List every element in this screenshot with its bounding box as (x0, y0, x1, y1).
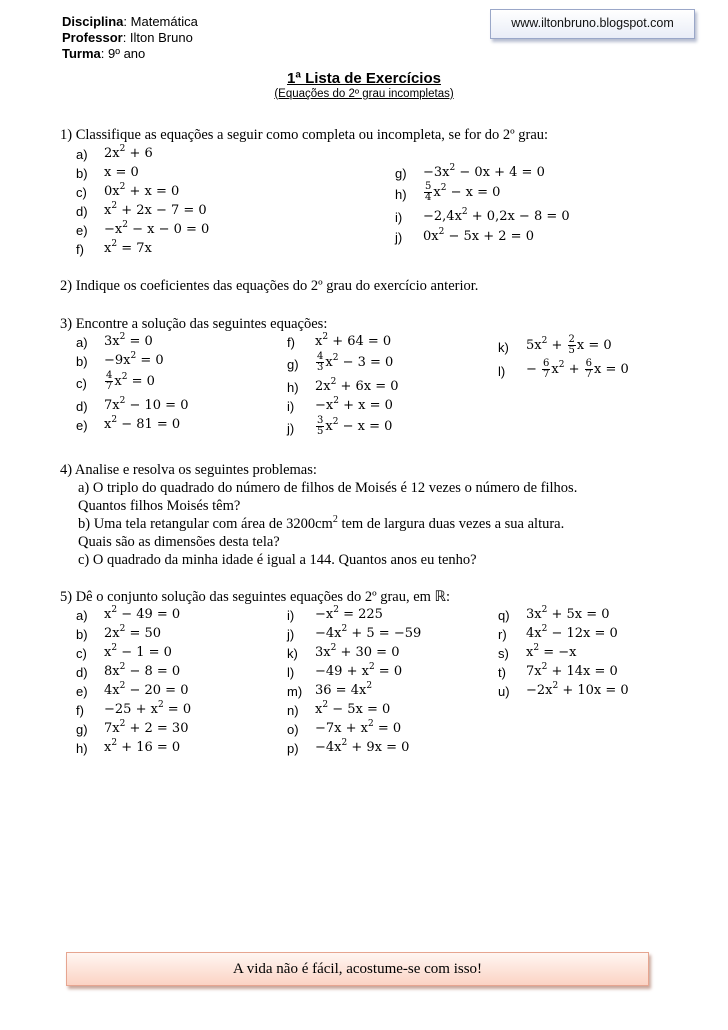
problem-c-line1: c) O quadrado da minha idade é igual a 144. Quantos anos eu tenho? (78, 552, 477, 568)
class-line (62, 46, 145, 62)
question-5: 5) Dê o conjunto solução das seguintes equações do 2º grau, em ℝ: (60, 589, 451, 605)
item-label: b) (76, 354, 88, 369)
item-label: d) (76, 204, 88, 219)
equation: $-25 + x^2 = 0$ (104, 700, 192, 717)
question-3: 3) Encontre a solução das seguintes equações: (60, 316, 328, 332)
equation: $x^2 + 16 = 0$ (104, 738, 181, 755)
page-title: 1ª Lista de Exercícios (287, 70, 441, 87)
item-label: g) (287, 357, 299, 372)
equation: $x^2 - 81 = 0$ (104, 415, 181, 432)
item-label: k) (287, 646, 298, 661)
professor-line (62, 30, 193, 46)
equation: $x^2 = 7x$ (104, 239, 152, 256)
page-subtitle: (Equações do 2º grau incompletas) (274, 88, 454, 100)
item-label: h) (287, 380, 299, 395)
equation: $-3x^2 - 0x + 4 = 0$ (423, 163, 545, 180)
item-label: c) (76, 376, 87, 391)
item-label: d) (76, 665, 88, 680)
equation: − $\frac{6}{7}$ $x^2$ + $\frac{6}{7}$ x = 0 (526, 358, 629, 380)
equation: $x^2 + 64 = 0$ (315, 332, 392, 349)
item-label: e) (76, 684, 88, 699)
blog-url: www.iltonbruno.blogspot.com (511, 16, 674, 30)
item-label: d) (76, 399, 88, 414)
equation: $2x^2 + 6x = 0$ (315, 377, 399, 394)
item-label: m) (287, 684, 303, 699)
equation: $7x^2 + 14x = 0$ (526, 662, 618, 679)
equation: $-2,4x^2 + 0,2x - 8 = 0$ (423, 207, 570, 224)
question-1: 1) Classifique as equações a seguir como completa ou incompleta, se for do 2º grau: (60, 127, 549, 143)
equation: $-x^2 + x = 0$ (315, 396, 393, 413)
equation: $x^2 + 2x - 7 = 0$ (104, 201, 207, 218)
professor-label: Professor (62, 30, 123, 45)
equation: $-4x^2 + 5 = -59$ (315, 624, 422, 641)
equation: $-4x^2 + 9x = 0$ (315, 738, 410, 755)
class-label: Turma (62, 46, 101, 61)
equation: $\frac{5}{4}$ $x^2 - x = 0$ (425, 181, 501, 203)
item-label: j) (287, 421, 295, 436)
item-label: b) (76, 166, 88, 181)
problem-b-line2: Quais são as dimensões desta tela? (78, 534, 280, 550)
item-label: g) (395, 166, 407, 181)
item-label: i) (395, 210, 403, 225)
item-label: l) (498, 364, 506, 379)
discipline-value: : Matemática (123, 14, 198, 29)
equation: $-49 + x^2 = 0$ (315, 662, 403, 679)
item-label: p) (287, 741, 299, 756)
item-label: h) (395, 187, 407, 202)
item-label: l) (287, 665, 295, 680)
equation: $x^2 - 5x = 0$ (315, 700, 391, 717)
item-label: a) (76, 335, 88, 350)
problem-b-superscript: 2 (332, 514, 338, 525)
item-label: g) (76, 722, 88, 737)
equation: $x^2 = -x$ (526, 643, 577, 660)
item-label: q) (498, 608, 510, 623)
item-label: i) (287, 608, 295, 623)
equation: $\frac{4}{3}$ $x^2 - 3 = 0$ (317, 351, 394, 373)
item-label: u) (498, 684, 510, 699)
equation: $2x^2 = 50$ (104, 624, 162, 641)
professor-value: : Ilton Bruno (122, 30, 193, 45)
item-label: a) (76, 608, 88, 623)
equation: $5x^2$ + $\frac{2}{5}$ x = 0 (526, 334, 612, 356)
discipline-label: Disciplina (62, 14, 124, 29)
problem-a-line1: a) O triplo do quadrado do número de filhos de Moisés é 12 vezes o número de filhos. (78, 480, 578, 496)
blog-url-box (490, 9, 695, 39)
equation: $-x^2 = 225$ (315, 605, 383, 622)
equation: $3x^2 + 30 = 0$ (315, 643, 400, 660)
equation: $7x^2 + 2 = 30$ (104, 719, 189, 736)
equation: $0x^2 + x = 0$ (104, 182, 180, 199)
equation: $-9x^2 = 0$ (104, 351, 164, 368)
equation: $-x^2 - x - 0 = 0$ (104, 220, 210, 237)
item-label: o) (287, 722, 299, 737)
question-2: 2) Indique os coeficientes das equações do 2º grau do exercício anterior. (60, 278, 479, 294)
discipline-line (62, 14, 198, 30)
item-label: f) (287, 335, 295, 350)
equation: $4x^2 - 20 = 0$ (104, 681, 189, 698)
equation: $x^2 - 1 = 0$ (104, 643, 172, 660)
equation: $3x^2 = 0$ (104, 332, 153, 349)
problem-a-line2: Quantos filhos Moisés têm? (78, 498, 241, 514)
item-label: f) (76, 703, 84, 718)
equation: $2x^2 + 6$ (104, 144, 153, 161)
equation: $-7x + x^2 = 0$ (315, 719, 402, 736)
equation: x = 0 (104, 165, 139, 180)
problem-b-text: b) Uma tela retangular com área de 3200cm (78, 516, 333, 532)
equation: $7x^2 - 10 = 0$ (104, 396, 189, 413)
item-label: j) (395, 230, 403, 245)
item-label: s) (498, 646, 509, 661)
item-label: c) (76, 185, 87, 200)
item-label: j) (287, 627, 295, 642)
equation: $8x^2 - 8 = 0$ (104, 662, 181, 679)
item-label: c) (76, 646, 87, 661)
equation: $-2x^2 + 10x = 0$ (526, 681, 629, 698)
item-label: a) (76, 147, 88, 162)
item-label: r) (498, 627, 507, 642)
equation: $\frac{3}{5}$ $x^2 - x = 0$ (317, 415, 393, 437)
class-value: : 9º ano (100, 46, 146, 61)
equation: $0x^2 - 5x + 2 = 0$ (423, 227, 534, 244)
item-label: h) (76, 741, 88, 756)
item-label: f) (76, 242, 84, 257)
item-label: n) (287, 703, 299, 718)
equation: $3x^2 + 5x = 0$ (526, 605, 610, 622)
problem-b-text-end: tem de largura duas vezes a sua altura. (337, 516, 565, 532)
motto-box (66, 952, 649, 986)
item-label: k) (498, 340, 509, 355)
equation: $x^2 - 49 = 0$ (104, 605, 181, 622)
motto-text: A vida não é fácil, acostume-se com isso! (232, 961, 483, 977)
item-label: b) (76, 627, 88, 642)
item-label: e) (76, 223, 88, 238)
equation: $36 = 4x^2$ (315, 681, 373, 698)
problem-b-line1 (78, 516, 564, 533)
item-label: e) (76, 418, 88, 433)
equation: $\frac{4}{7}$ $x^2 = 0$ (106, 370, 155, 392)
item-label: t) (498, 665, 506, 680)
question-4: 4) Analise e resolva os seguintes problemas: (60, 462, 317, 478)
item-label: i) (287, 399, 295, 414)
equation: $4x^2 - 12x = 0$ (526, 624, 618, 641)
